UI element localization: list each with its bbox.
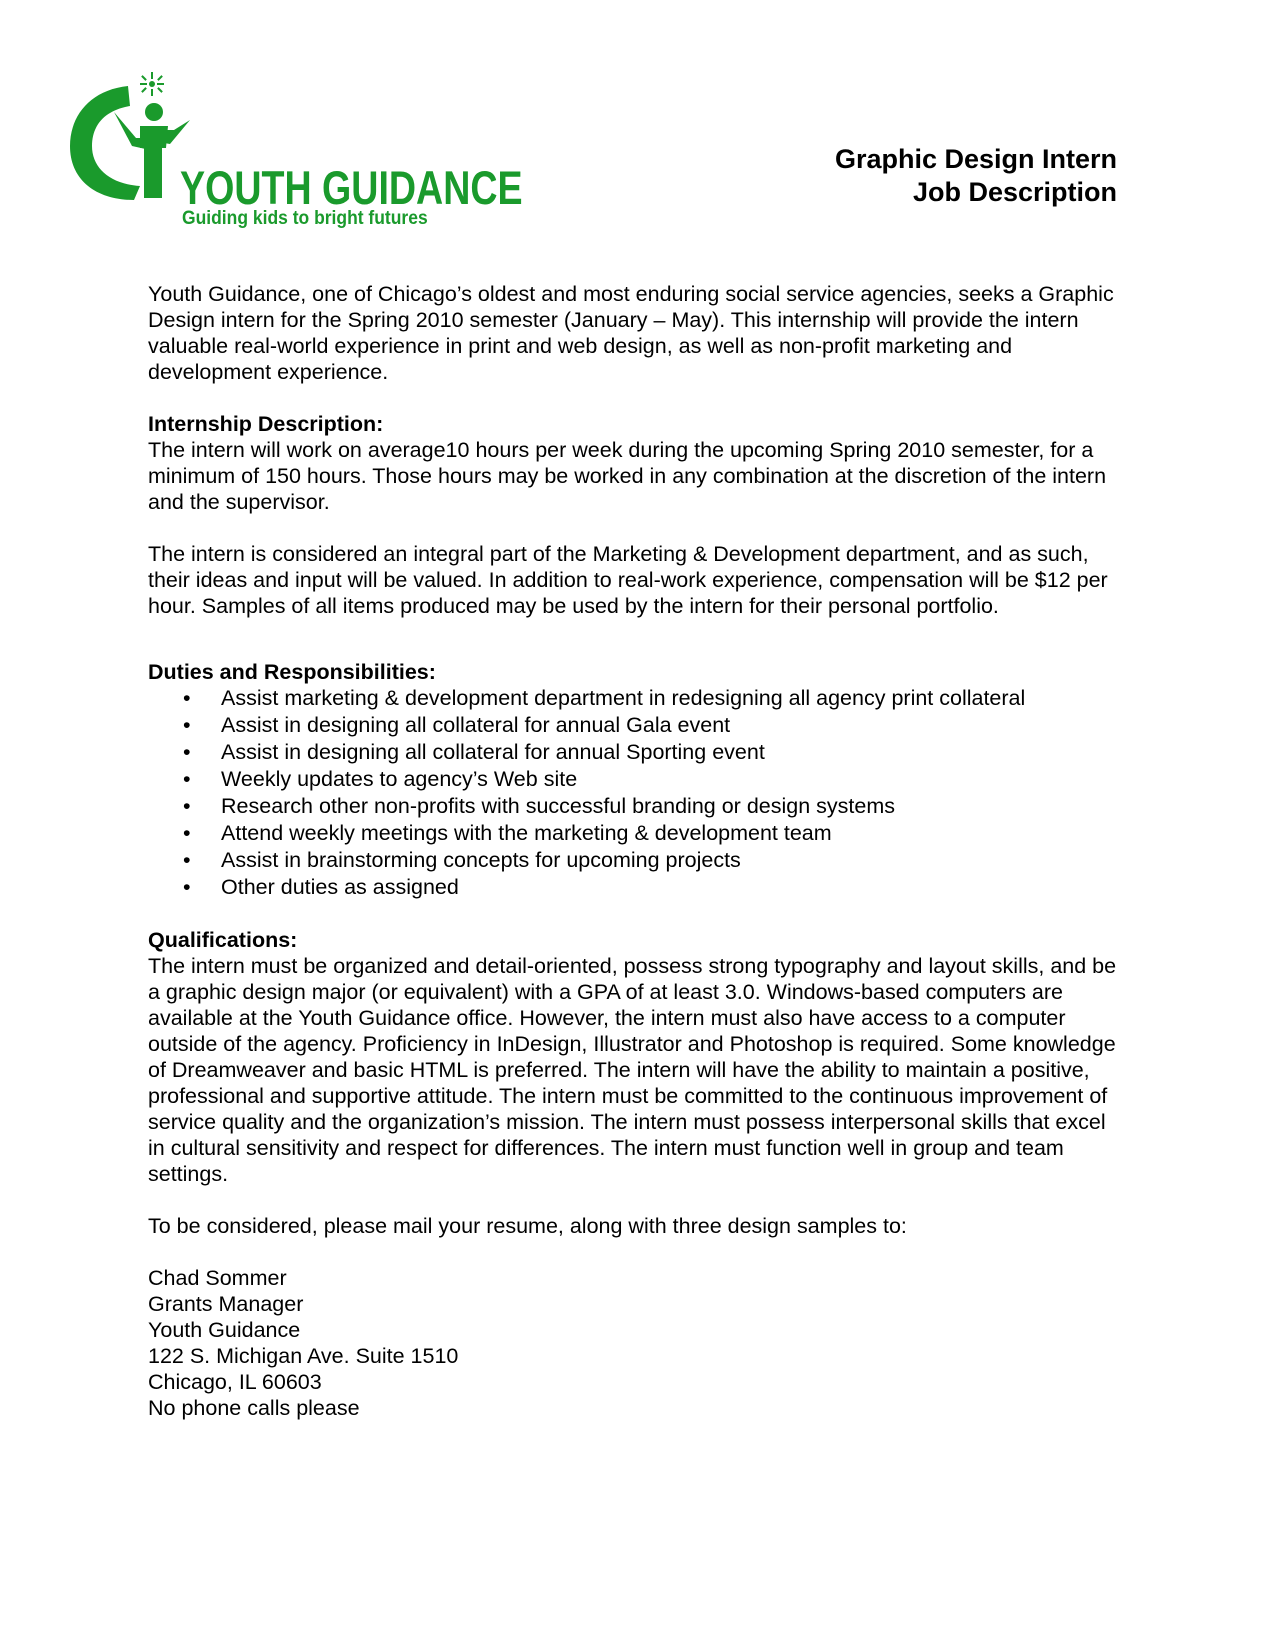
- contact-name: Chad Sommer: [148, 1266, 287, 1290]
- list-item: • Other duties as assigned: [183, 875, 459, 899]
- qualifications-paragraph: The intern must be organized and detail-oriented, possess strong typography and layout skills, and be a graphic design major (or equivalent) with a GPA of at least 3.0. Windows-based computers are available at the Youth Guidance office. However, the intern must also have access to a computer outside of the agency. Proficiency in InDesign, Illustrator and Photoshop is required. Some knowledge of Dreamweaver and basic HTML is preferred. The intern will have the ability to maintain a positive, professional and supportive attitude. The intern must be committed to the continuous improvement of service quality and the organization’s mission. The intern must possess interpersonal skills that excel in cultural sensitivity and respect for differences. The intern must function well in group and team settings.: [148, 954, 1117, 1186]
- city-state-zip: Chicago, IL 60603: [148, 1370, 322, 1394]
- title-line-1: Graphic Design Intern: [834, 144, 1117, 174]
- bullet-icon: •: [183, 767, 191, 791]
- list-item: • Attend weekly meetings with the marketing & development team: [183, 821, 832, 845]
- bullet-icon: •: [183, 794, 191, 818]
- document-body: [148, 281, 1128, 1421]
- intro-paragraph: Youth Guidance, one of Chicago’s oldest and most enduring social service agencies, seeks a Graphic Design intern for the Spring 2010 semester (January – May). This internship will provide the intern valuable real-world experience in print and web design, as well as non-profit marketing and development experience.: [148, 282, 1114, 384]
- list-item: • Assist in designing all collateral for annual Gala event: [183, 713, 731, 737]
- list-item: • Assist in designing all collateral for annual Sporting event: [183, 740, 765, 764]
- apply-instruction: To be considered, please mail your resume, along with three design samples to:: [148, 1214, 907, 1238]
- list-item: • Assist marketing & development department in redesigning all agency print collateral: [183, 686, 1026, 710]
- internship-heading: Internship Description:: [148, 412, 384, 436]
- list-item: • Weekly updates to agency’s Web site: [183, 767, 578, 791]
- bullet-icon: •: [183, 686, 191, 710]
- youth-guidance-logo: [70, 68, 523, 238]
- bullet-icon: •: [183, 713, 191, 737]
- street-address: 122 S. Michigan Ave. Suite 1510: [148, 1344, 459, 1368]
- duties-list: [148, 685, 1128, 901]
- contact-title: Grants Manager: [148, 1292, 304, 1316]
- logo-name: YOUTH GUIDANCE: [180, 161, 523, 214]
- internship-paragraph-2: The intern is considered an integral part of the Marketing & Development department, and as such, their ideas and input will be valued. In addition to real-work experience, compensation will be $12 per hour. Samples of all items produced may be used by the intern for their personal portfolio.: [148, 542, 1108, 618]
- list-item: • Research other non-profits with successful branding or design systems: [183, 794, 895, 818]
- logo-tagline: Guiding kids to bright futures: [182, 208, 428, 229]
- bullet-icon: •: [183, 740, 191, 764]
- qualifications-heading: Qualifications:: [148, 928, 298, 952]
- bullet-icon: •: [183, 875, 191, 899]
- duties-heading: Duties and Responsibilities:: [148, 660, 436, 684]
- organization-name: Youth Guidance: [148, 1318, 301, 1342]
- document-title: [835, 143, 1117, 209]
- internship-paragraph-1: The intern will work on average10 hours per week during the upcoming Spring 2010 semester, for a minimum of 150 hours. Those hours may be worked in any combination at the discretion of the intern and the supervisor.: [148, 438, 1107, 514]
- bullet-icon: •: [183, 821, 191, 845]
- no-phone-note: No phone calls please: [148, 1396, 360, 1420]
- list-item: • Assist in brainstorming concepts for upcoming projects: [183, 848, 741, 872]
- title-line-2: Job Description: [912, 177, 1117, 207]
- bullet-icon: •: [183, 848, 191, 872]
- mailing-address: [148, 1265, 1128, 1421]
